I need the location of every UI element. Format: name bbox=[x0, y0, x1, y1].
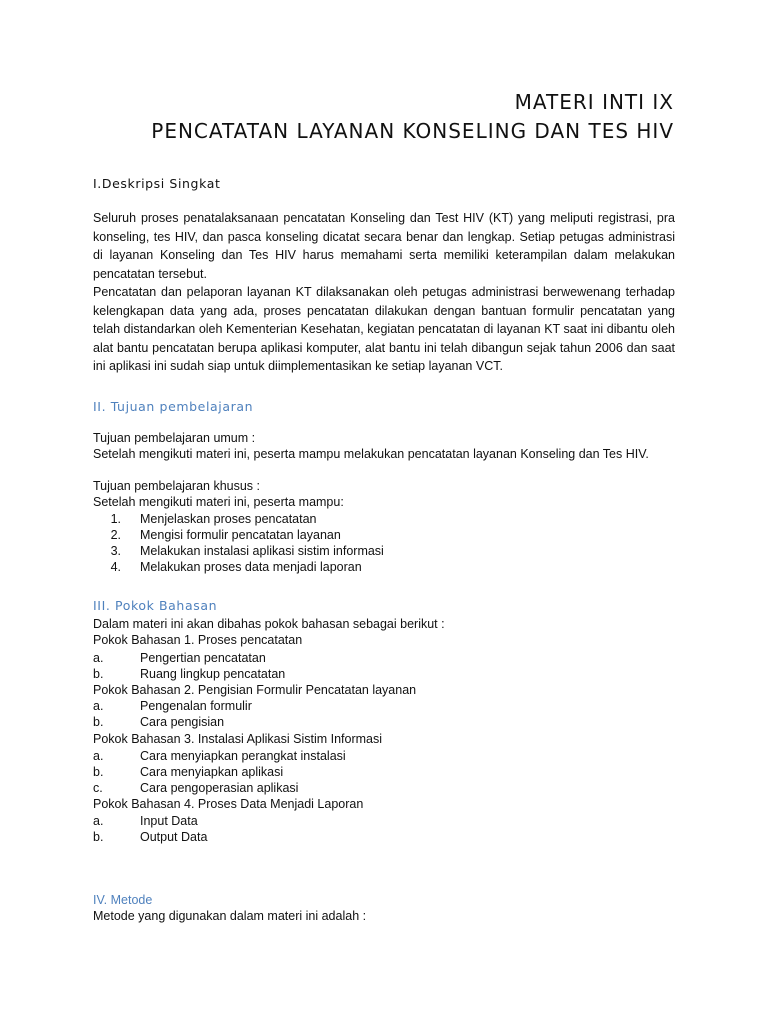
list-marker: 2. bbox=[110, 528, 121, 542]
list-marker: b. bbox=[93, 667, 104, 681]
list-item bbox=[93, 544, 384, 558]
list-item-text: Cara pengoperasian aplikasi bbox=[140, 781, 299, 795]
list-item bbox=[93, 715, 224, 729]
list-item-text: Output Data bbox=[140, 830, 208, 844]
list-marker: b. bbox=[93, 830, 104, 844]
list-item bbox=[93, 830, 207, 844]
list-item bbox=[93, 512, 317, 526]
list-marker: a. bbox=[93, 651, 104, 665]
section3-heading: III. Pokok Bahasan bbox=[93, 598, 218, 613]
list-item-text: Pengertian pencatatan bbox=[140, 651, 266, 665]
list-item-text: Cara pengisian bbox=[140, 715, 225, 729]
list-marker: 4. bbox=[110, 560, 121, 574]
list-item-text: Melakukan proses data menjadi laporan bbox=[140, 560, 362, 574]
list-marker: 3. bbox=[110, 544, 121, 558]
list-item bbox=[93, 699, 252, 713]
pokok-bahasan-2: Pokok Bahasan 2. Pengisian Formulir Pencatatan layanan bbox=[93, 683, 417, 697]
section4-heading: IV. Metode bbox=[93, 893, 153, 907]
list-marker: a. bbox=[93, 814, 104, 828]
list-marker: a. bbox=[93, 699, 104, 713]
list-marker: c. bbox=[93, 781, 103, 795]
tujuan-khusus-intro: Setelah mengikuti materi ini, peserta mampu: bbox=[93, 495, 344, 509]
list-marker: a. bbox=[93, 749, 104, 763]
list-item-text: Cara menyiapkan perangkat instalasi bbox=[140, 749, 346, 763]
list-item-text: Mengisi formulir pencatatan layanan bbox=[140, 528, 341, 542]
list-item-text: Cara menyiapkan aplikasi bbox=[140, 765, 284, 779]
list-item-text: Pengenalan formulir bbox=[140, 699, 252, 713]
tujuan-umum-text: Setelah mengikuti materi ini, peserta mampu melakukan pencatatan layanan Konseling dan Tes HIV. bbox=[93, 447, 649, 461]
section1-paragraph-1: Seluruh proses penatalaksanaan pencatatan Konseling dan Test HIV (KT) yang meliputi registrasi, pra konseling, tes HIV, dan pasca konseling dicatat secara benar dan lengkap. Setiap petugas administrasi di layanan Konseling dan Tes HIV harus memahami serta memiliki keterampilan dalam melakukan pencatatan tersebut. bbox=[93, 211, 675, 281]
pokok-bahasan-1: Pokok Bahasan 1. Proses pencatatan bbox=[93, 633, 303, 647]
list-item bbox=[93, 651, 266, 665]
list-item-text: Melakukan instalasi aplikasi sistim informasi bbox=[140, 544, 384, 558]
tujuan-umum-label: Tujuan pembelajaran umum : bbox=[93, 431, 256, 445]
section3-intro: Dalam materi ini akan dibahas pokok bahasan sebagai berikut : bbox=[93, 617, 445, 631]
tujuan-khusus-label: Tujuan pembelajaran khusus : bbox=[93, 479, 260, 493]
list-marker: 1. bbox=[110, 512, 121, 526]
list-item bbox=[93, 528, 341, 542]
section1-paragraph-2: Pencatatan dan pelaporan layanan KT dilaksanakan oleh petugas administrasi berwewenang terhadap kelengkapan data yang ada, proses pencatatan dilakukan dengan bantuan formulir pencatatan yang telah distandarkan oleh Kementerian Kesehatan, kegiatan pencatatan di layanan KT saat ini dibantu oleh alat bantu pencatatan berupa aplikasi komputer, alat bantu ini telah dibangun sejak tahun 2006 dan saat ini aplikasi ini sudah siap untuk diimplementasikan ke setiap layanan VCT. bbox=[93, 285, 675, 374]
list-item bbox=[93, 781, 298, 795]
list-item-text: Ruang lingkup pencatatan bbox=[140, 667, 286, 681]
document-title-line1: MATERI INTI IX bbox=[514, 90, 674, 114]
list-marker: b. bbox=[93, 765, 104, 779]
list-item-text: Input Data bbox=[140, 814, 198, 828]
list-item bbox=[93, 749, 346, 763]
section4-intro: Metode yang digunakan dalam materi ini adalah : bbox=[93, 909, 367, 923]
list-marker: b. bbox=[93, 715, 104, 729]
list-item bbox=[93, 667, 285, 681]
document-title-line2: PENCATATAN LAYANAN KONSELING DAN TES HIV bbox=[151, 119, 674, 143]
section1-heading: I.Deskripsi Singkat bbox=[93, 176, 221, 191]
list-item bbox=[93, 765, 283, 779]
pokok-bahasan-3: Pokok Bahasan 3. Instalasi Aplikasi Sistim Informasi bbox=[93, 732, 383, 746]
section2-heading: II. Tujuan pembelajaran bbox=[93, 399, 254, 414]
list-item-text: Menjelaskan proses pencatatan bbox=[140, 512, 317, 526]
list-item bbox=[93, 814, 198, 828]
pokok-bahasan-4: Pokok Bahasan 4. Proses Data Menjadi Laporan bbox=[93, 797, 364, 811]
list-item bbox=[93, 560, 362, 574]
